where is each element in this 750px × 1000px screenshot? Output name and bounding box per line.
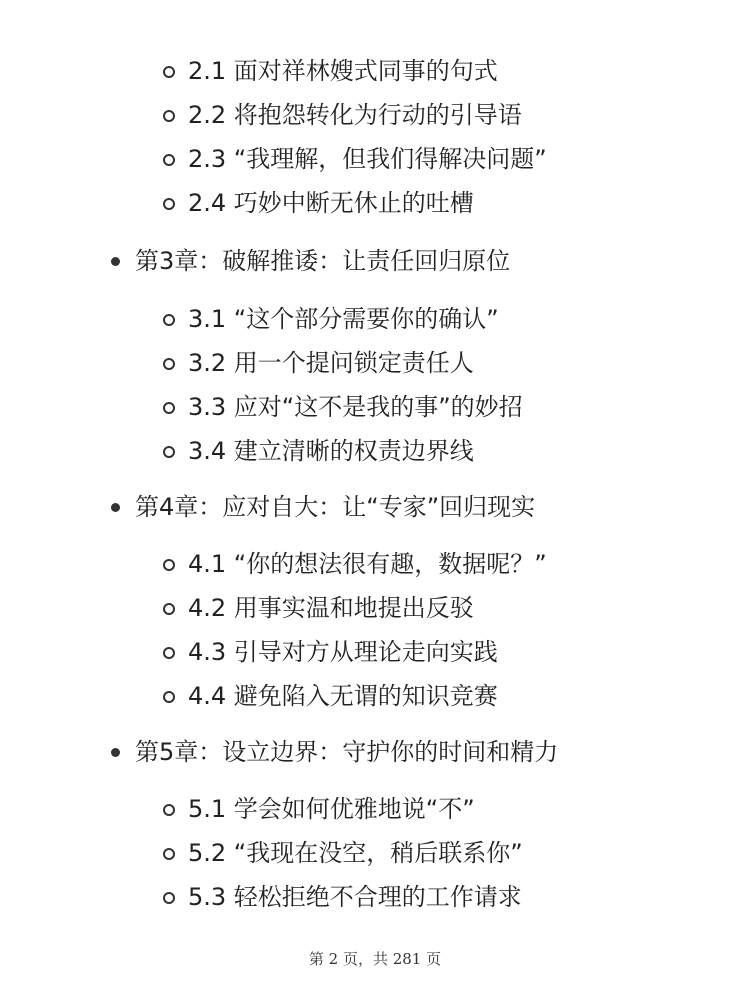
circle-bullet-icon — [163, 603, 175, 615]
list-item — [0, 181, 750, 225]
chapter-5-heading — [0, 730, 750, 774]
list-item — [0, 875, 750, 919]
chapter-title: 第4章：应对自大：让“专家”回归现实 — [135, 493, 536, 521]
circle-bullet-icon — [163, 804, 175, 816]
list-item-text: 3.4 建立清晰的权责边界线 — [188, 437, 474, 465]
list-item — [0, 674, 750, 718]
circle-bullet-icon — [163, 110, 175, 122]
chapter-5-subsection-list — [0, 787, 750, 919]
circle-bullet-icon — [163, 446, 175, 458]
circle-bullet-icon — [163, 198, 175, 210]
chapter-3-heading — [0, 239, 750, 283]
circle-bullet-icon — [163, 358, 175, 370]
list-item-text: 2.1 面对祥林嫂式同事的句式 — [188, 57, 498, 85]
circle-bullet-icon — [163, 314, 175, 326]
chapter-2-subsection-list — [0, 49, 750, 225]
disc-bullet-icon — [111, 748, 120, 757]
circle-bullet-icon — [163, 848, 175, 860]
chapter-4-subsection-list — [0, 542, 750, 718]
list-item — [0, 297, 750, 341]
list-item — [0, 137, 750, 181]
circle-bullet-icon — [163, 154, 175, 166]
list-item-text: 5.2 “我现在没空，稍后联系你” — [188, 839, 523, 867]
list-item — [0, 93, 750, 137]
list-item-text: 3.2 用一个提问锁定责任人 — [188, 349, 474, 377]
list-item-text: 4.3 引导对方从理论走向实践 — [188, 638, 498, 666]
disc-bullet-icon — [111, 257, 120, 266]
list-item — [0, 630, 750, 674]
list-item-text: 3.3 应对“这不是我的事”的妙招 — [188, 393, 523, 421]
chapter-title: 第5章：设立边界：守护你的时间和精力 — [135, 738, 559, 766]
list-item-text: 2.3 “我理解，但我们得解决问题” — [188, 145, 547, 173]
circle-bullet-icon — [163, 402, 175, 414]
circle-bullet-icon — [163, 647, 175, 659]
list-item — [0, 542, 750, 586]
list-item-text: 4.1 “你的想法很有趣，数据呢？” — [188, 550, 547, 578]
list-item-text: 4.4 避免陷入无谓的知识竞赛 — [188, 682, 498, 710]
circle-bullet-icon — [163, 691, 175, 703]
list-item — [0, 385, 750, 429]
list-item-text: 2.4 巧妙中断无休止的吐槽 — [188, 189, 474, 217]
page-footer — [0, 948, 750, 969]
list-item — [0, 341, 750, 385]
circle-bullet-icon — [163, 892, 175, 904]
chapter-3-subsection-list — [0, 297, 750, 473]
disc-bullet-icon — [111, 503, 120, 512]
list-item — [0, 586, 750, 630]
list-item-text: 5.1 学会如何优雅地说“不” — [188, 795, 475, 823]
circle-bullet-icon — [163, 66, 175, 78]
list-item-text: 5.3 轻松拒绝不合理的工作请求 — [188, 883, 522, 911]
chapter-4-heading — [0, 485, 750, 529]
list-item-text: 4.2 用事实温和地提出反驳 — [188, 594, 474, 622]
list-item — [0, 831, 750, 875]
list-item-text: 3.1 “这个部分需要你的确认” — [188, 305, 499, 333]
list-item — [0, 49, 750, 93]
circle-bullet-icon — [163, 559, 175, 571]
page-number-label: 第 2 页，共 281 页 — [308, 950, 442, 968]
list-item — [0, 787, 750, 831]
list-item-text: 2.2 将抱怨转化为行动的引导语 — [188, 101, 522, 129]
chapter-title: 第3章：破解推诿：让责任回归原位 — [135, 247, 511, 275]
list-item — [0, 429, 750, 473]
